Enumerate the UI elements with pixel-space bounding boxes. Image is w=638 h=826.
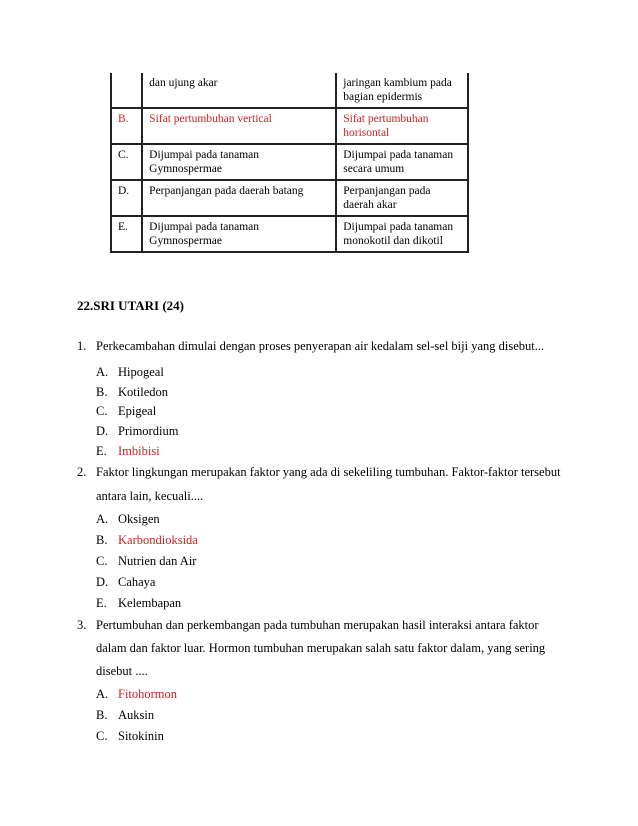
table-row (111, 216, 468, 252)
option-text-correct: Fitohormon (118, 687, 178, 701)
option-letter: E. (96, 444, 107, 458)
option-letter: C. (96, 404, 108, 418)
table-row (111, 180, 468, 216)
option-letter: E. (96, 596, 107, 610)
option-letter: A. (96, 512, 109, 526)
option-letter: A. (96, 365, 109, 379)
option-text: Hipogeal (118, 365, 164, 379)
row-col2: Sifat pertumbuhan horisontal (336, 108, 468, 144)
option-letter: C. (96, 729, 108, 743)
question-number: 1. (77, 339, 87, 353)
row-col2: Dijumpai pada tanaman secara umum (336, 144, 468, 180)
option-text: Auksin (118, 708, 155, 722)
question-number: 2. (77, 465, 87, 479)
option-text: Epigeal (118, 404, 157, 418)
question-text: dalam dan faktor luar. Hormon tumbuhan merupakan salah satu faktor dalam, yang sering (96, 641, 546, 655)
option-text: Primordium (118, 424, 179, 438)
option-text: Oksigen (118, 512, 160, 526)
table-row (111, 144, 468, 180)
row-label: D. (111, 180, 142, 216)
option-letter: C. (96, 554, 108, 568)
row-label: C. (111, 144, 142, 180)
question-text: Pertumbuhan dan perkembangan pada tumbuhan merupakan hasil interaksi antara faktor (96, 618, 539, 632)
question-text: Faktor lingkungan merupakan faktor yang ada di sekeliling tumbuhan. Faktor-faktor tersebut (96, 465, 561, 479)
row-col1: Perpanjangan pada daerah batang (142, 180, 336, 216)
option-text: Kotiledon (118, 385, 168, 399)
row-col1: dan ujung akar (142, 73, 336, 108)
row-col1: Dijumpai pada tanaman Gymnospermae (142, 216, 336, 252)
row-col2: Perpanjangan pada daerah akar (336, 180, 468, 216)
option-text: Cahaya (118, 575, 156, 589)
row-label (111, 73, 142, 108)
row-label: B. (111, 108, 142, 144)
section-heading: 22.SRI UTARI (24) (77, 298, 185, 313)
question-text: disebut .... (96, 664, 148, 678)
option-letter: B. (96, 533, 108, 547)
option-letter: B. (96, 708, 108, 722)
option-letter: A. (96, 687, 109, 701)
option-text: Sitokinin (118, 729, 164, 743)
question-number: 3. (77, 618, 87, 632)
option-text: Kelembapan (118, 596, 182, 610)
option-text-correct: Imbibisi (118, 444, 160, 458)
question-text: Perkecambahan dimulai dengan proses penyerapan air kedalam sel-sel biji yang disebut... (96, 339, 545, 353)
option-text-correct: Karbondioksida (118, 533, 198, 547)
row-col2: Dijumpai pada tanaman monokotil dan dikotil (336, 216, 468, 252)
option-letter: B. (96, 385, 108, 399)
option-text: Nutrien dan Air (118, 554, 197, 568)
option-letter: D. (96, 424, 109, 438)
row-col2: jaringan kambium pada bagian epidermis (336, 73, 468, 108)
table-row (111, 73, 468, 108)
row-col1: Sifat pertumbuhan vertical (142, 108, 336, 144)
option-letter: D. (96, 575, 109, 589)
row-col1: Dijumpai pada tanaman Gymnospermae (142, 144, 336, 180)
answer-options-table (110, 73, 469, 253)
row-label: E. (111, 216, 142, 252)
table-row (111, 108, 468, 144)
question-text: antara lain, kecuali.... (96, 489, 204, 503)
